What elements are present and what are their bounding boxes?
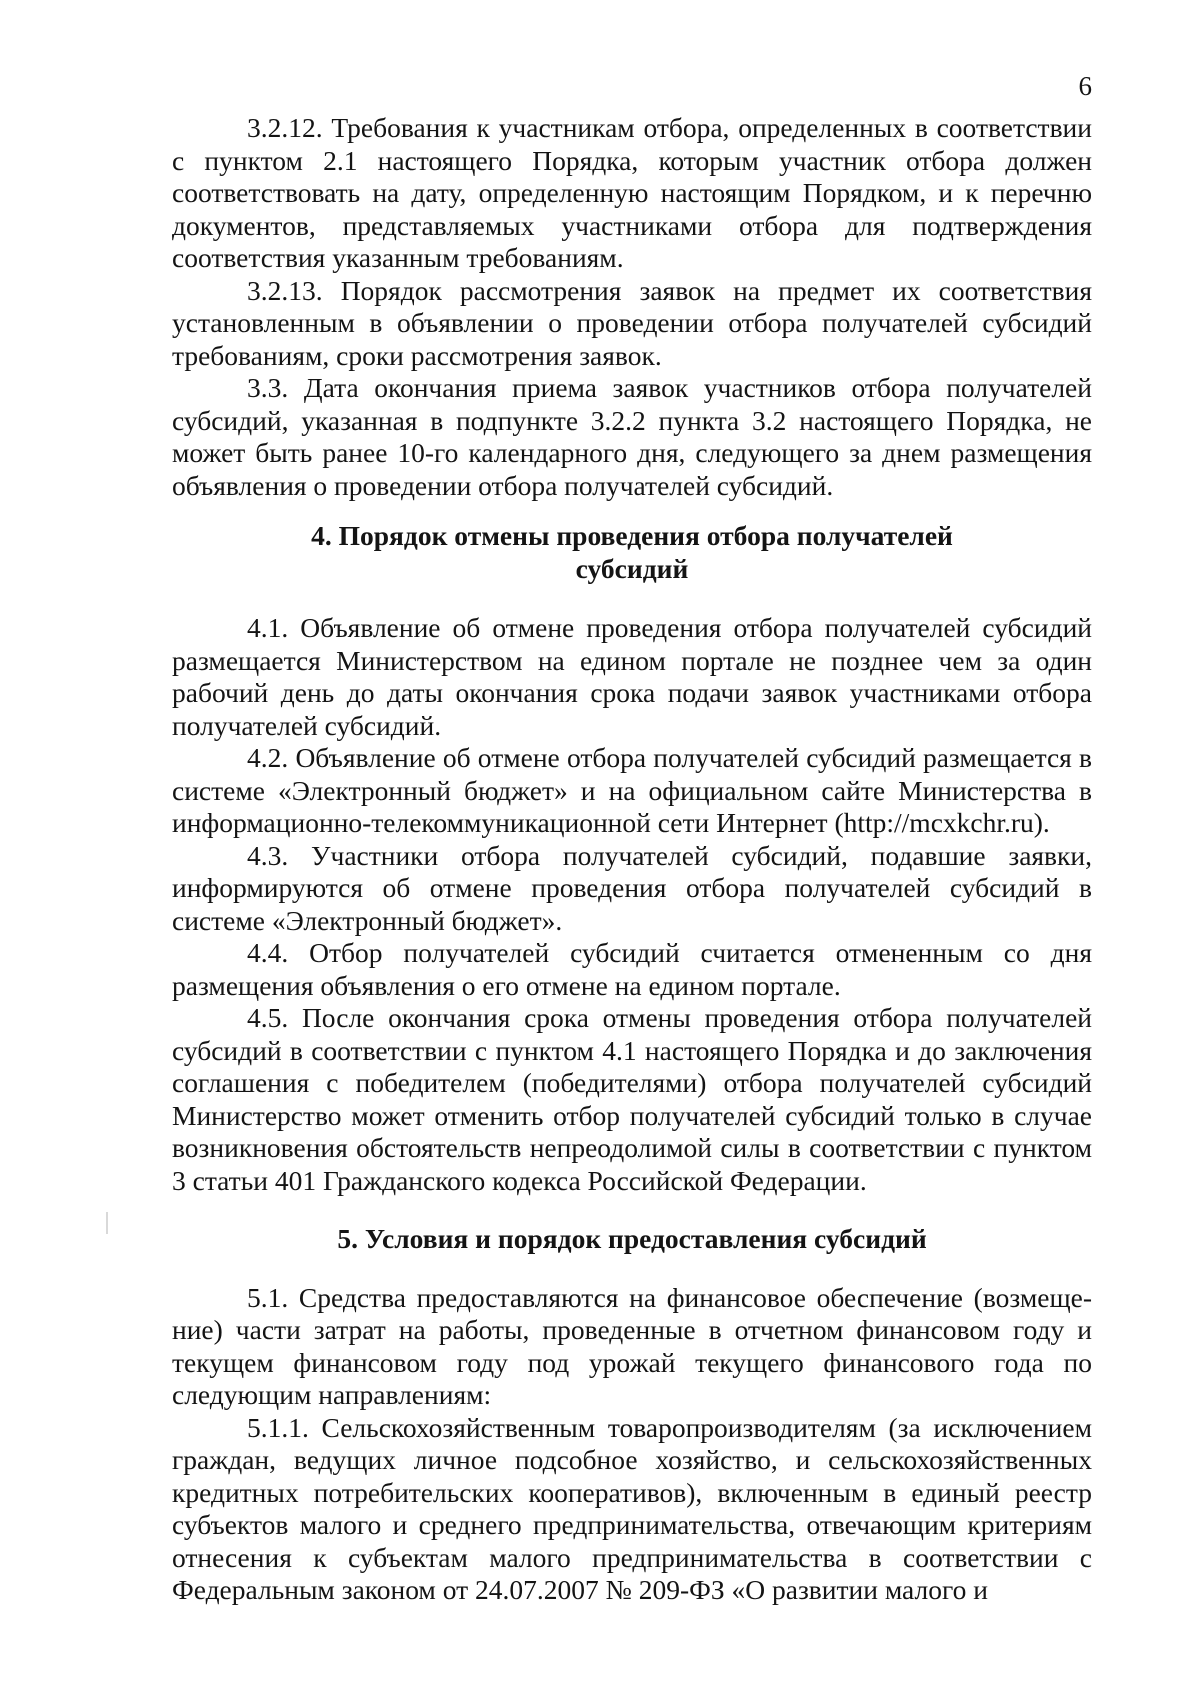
section-4-heading-line-2: субсидий xyxy=(575,552,689,584)
spacer xyxy=(172,1256,1092,1282)
scan-artifact xyxy=(106,1212,108,1234)
paragraph-4-5: 4.5. После окончания срока отмены проведения отбора получателей субсидий в соответствии с пунктом 4.1 настоящего Порядка и до заключения соглашения с победителем (победителями) отбора получателей субсидий Министерство может отменить отбор получателей субсидий только в случае возникновения обстоятельств непреодолимой силы в соответствии с пунктом 3 статьи 401 Гражданского кодекса Российской Федерации. xyxy=(172,1002,1092,1196)
paragraph-4-2: 4.2. Объявление об отмене отбора получателей субсидий размещается в системе «Электронный бюджет» и на официальном сайте Министерства в информационно-телекоммуникационной сети Интернет (http://mcxkchr.ru). xyxy=(172,742,1092,838)
spacer xyxy=(172,1197,1092,1223)
section-5-heading: 5. Условия и порядок предоставления субсидий xyxy=(337,1223,927,1254)
spacer xyxy=(172,502,1092,520)
paragraph-4-3: 4.3. Участники отбора получателей субсидий, подавшие заявки, информируются об отмене проведения отбора получателей субсидий в системе «Электронный бюджет». xyxy=(172,839,1092,936)
paragraph-5-1: 5.1. Средства предоставляются на финансовое обеспечение (возмеще-ние) части затрат на работы, проведенные в отчетном финансовом году и текущем финансовом году под урожай текущего финансового года по следующим направлениям: xyxy=(172,1281,1092,1410)
section-4-heading xyxy=(172,520,1092,585)
paragraph-3-2-12: 3.2.12. Требования к участникам отбора, определенных в соответствии с пунктом 2.1 настоящего Порядка, которым участник отбора должен соответствовать на дату, определенную настоящим Порядком, и к перечню документов, представляемых участниками отбора для подтверждения соответствия указанным требованиям. xyxy=(172,112,1092,273)
section-4-heading-line-1: 4. Порядок отмены проведения отбора получателей xyxy=(311,520,953,551)
page-number: 6 xyxy=(1078,71,1092,101)
paragraph-4-1: 4.1. Объявление об отмене проведения отбора получателей субсидий размещается Министерством на едином портале не позднее чем за один рабочий день до даты окончания срока подачи заявок участниками отбора получателей субсидий. xyxy=(172,612,1092,741)
paragraph-5-1-1: 5.1.1. Сельскохозяйственным товаропроизводителям (за исключением граждан, ведущих личное подсобное хозяйство, и сельскохозяйственных кредитных потребительских кооперативов), включенным в единый реестр субъектов малого и среднего предпринимательства, отвечающим критериям отнесения к субъектам малого предпринимательства в соответствии с Федеральным законом от 24.07.2007 № 209-ФЗ «О развитии малого и xyxy=(172,1411,1092,1605)
paragraph-3-2-13: 3.2.13. Порядок рассмотрения заявок на предмет их соответствия установленным в объявлении о проведении отбора получателей субсидий требованиям, сроки рассмотрения заявок. xyxy=(172,274,1092,371)
paragraph-4-4: 4.4. Отбор получателей субсидий считается отмененным со дня размещения объявления о его отмене на едином портале. xyxy=(172,937,1092,1001)
spacer xyxy=(172,585,1092,612)
document-body xyxy=(172,112,1092,1607)
paragraph-3-3: 3.3. Дата окончания приема заявок участников отбора получателей субсидий, указанная в подпункте 3.2.2 пункта 3.2 настоящего Порядка, не может быть ранее 10-го календарного дня, следующего за днем размещения объявления о проведении отбора получателей субсидий. xyxy=(172,372,1092,501)
